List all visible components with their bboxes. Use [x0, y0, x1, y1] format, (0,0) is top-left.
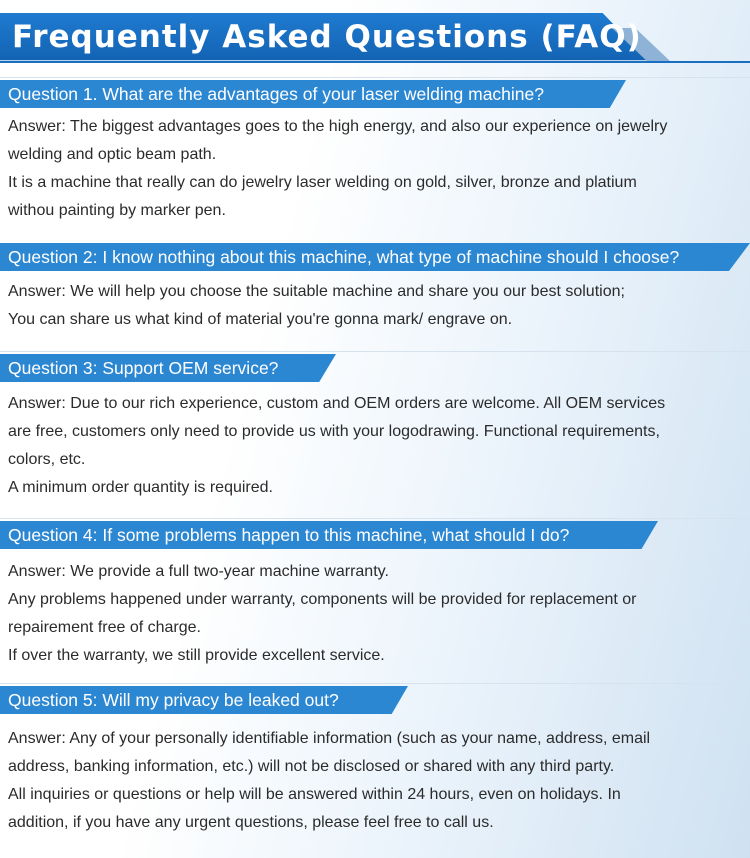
faq-item-4 — [0, 521, 750, 664]
page-title: Frequently Asked Questions (FAQ) — [12, 19, 642, 55]
question-divider — [0, 77, 750, 78]
answer-text — [8, 278, 744, 334]
faq-item-5 — [0, 686, 750, 831]
answer-text — [8, 390, 744, 502]
faq-item-2 — [0, 243, 750, 328]
answer-line: If over the warranty, we still provide excellent service. — [8, 647, 385, 664]
answer-line: Answer: Due to our rich experience, custom and OEM orders are welcome. All OEM services — [8, 395, 666, 412]
answer-line: colors, etc. — [8, 451, 86, 468]
answer-line: address, banking information, etc.) will not be disclosed or shared with any third party. — [8, 758, 615, 775]
answer-line: Answer: We will help you choose the suitable machine and share you our best solution; — [8, 283, 625, 300]
answer-line: repairement free of charge. — [8, 619, 201, 636]
answer-line: Answer: The biggest advantages goes to the high energy, and also our experience on jewelry — [8, 118, 668, 135]
question-bar — [0, 354, 750, 382]
answer-line: withou painting by marker pen. — [8, 202, 226, 219]
answer-text — [8, 558, 744, 670]
answer-line: welding and optic beam path. — [8, 146, 217, 163]
answer-line: Answer: Any of your personally identifiable information (such as your name, address, email — [8, 730, 651, 747]
answer-line: addition, if you have any urgent questions, please feel free to call us. — [8, 814, 494, 831]
answer-line: A minimum order quantity is required. — [8, 479, 273, 496]
faq-item-1 — [0, 80, 750, 219]
faq-item-3 — [0, 354, 750, 496]
answer-line: are free, customers only need to provide us with your logodrawing. Functional requirements, — [8, 423, 660, 440]
answer-text — [8, 113, 744, 225]
question-divider — [0, 683, 750, 684]
question-text: Question 3: Support OEM service? — [8, 358, 279, 378]
question-bar — [0, 686, 750, 714]
title-underline — [0, 61, 750, 63]
question-text: Question 2: I know nothing about this machine, what type of machine should I choose? — [8, 247, 680, 267]
answer-text — [8, 725, 744, 837]
question-text: Question 4: If some problems happen to this machine, what should I do? — [8, 525, 570, 545]
question-divider — [0, 518, 750, 519]
answer-line: Any problems happened under warranty, components will be provided for replacement or — [8, 591, 637, 608]
answer-line: All inquiries or questions or help will be answered within 24 hours, even on holidays. In — [8, 786, 621, 803]
question-bar — [0, 243, 750, 271]
question-text: Question 1. What are the advantages of your laser welding machine? — [8, 84, 545, 104]
question-text: Question 5: Will my privacy be leaked out? — [8, 690, 339, 710]
question-bar — [0, 80, 750, 108]
answer-line: You can share us what kind of material you're gonna mark/ engrave on. — [8, 311, 513, 328]
faq-title-banner — [0, 0, 750, 64]
answer-line: It is a machine that really can do jewelry laser welding on gold, silver, bronze and platium — [8, 174, 637, 191]
answer-line: Answer: We provide a full two-year machine warranty. — [8, 563, 389, 580]
question-bar — [0, 521, 750, 549]
question-divider — [0, 351, 750, 352]
